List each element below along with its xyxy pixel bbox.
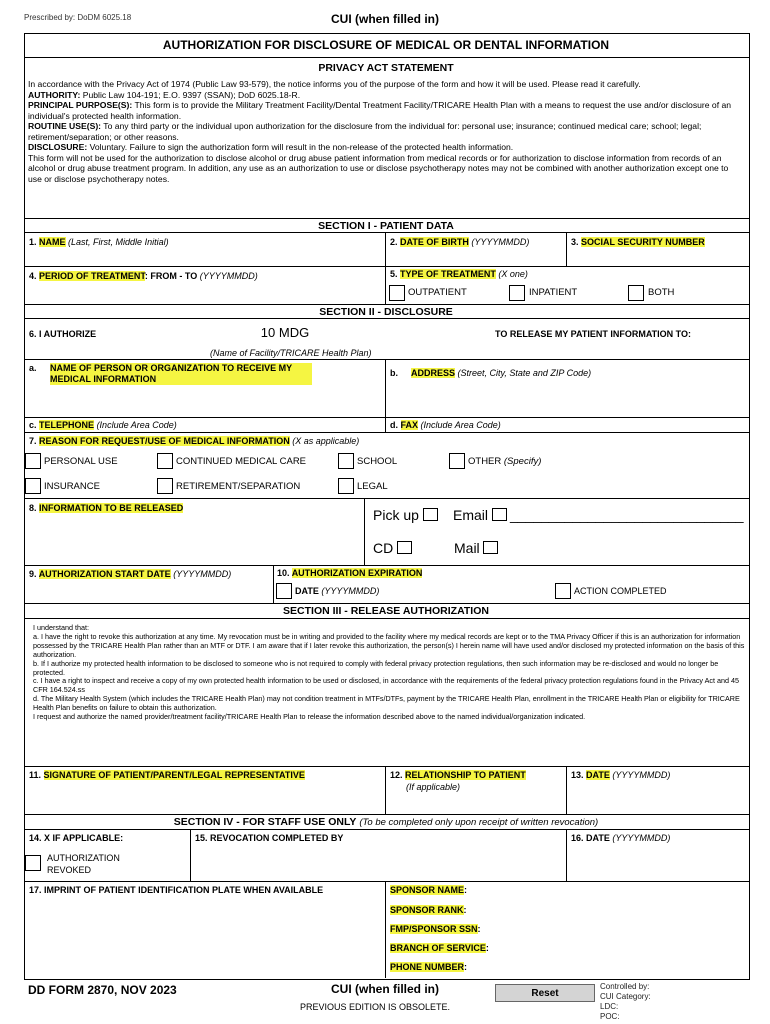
x-if-applicable-label: 14. X IF APPLICABLE: (29, 833, 124, 843)
sponsor-ssn-field[interactable]: FMP/SPONSOR SSN: (390, 924, 481, 934)
outpatient-checkbox[interactable] (389, 285, 405, 301)
branch-field[interactable]: BRANCH OF SERVICE: (390, 943, 489, 953)
email-checkbox[interactable] (492, 508, 507, 521)
inpatient-checkbox[interactable] (509, 285, 525, 301)
cui-designation: Controlled by: CUI Category: LDC: POC: (600, 982, 651, 1021)
privacy-intro: In accordance with the Privacy Act of 1974 (Public Law 93-579), the notice informs you of the purpose of the form and how it will be used. Please read it carefully. (28, 79, 641, 89)
info-released-label: 8. INFORMATION TO BE RELEASED (29, 503, 184, 513)
privacy-routine: ROUTINE USE(S): To any third party or the individual upon authorization for the disclosure from the individual for: personal use; insurance; continued medical care; school; legal; retirement/separation; or other reasons. (28, 121, 702, 142)
recipient-name-label[interactable]: NAME OF PERSON OR ORGANIZATION TO RECEIVE MY MEDICAL INFORMATION (50, 363, 312, 385)
school-label: SCHOOL (357, 456, 398, 467)
phone-field[interactable]: PHONE NUMBER: (390, 962, 468, 972)
exp-date-checkbox[interactable] (276, 583, 292, 599)
telephone-field[interactable]: c. TELEPHONE (Include Area Code) (29, 420, 177, 430)
continued-care-label: CONTINUED MEDICAL CARE (176, 456, 307, 467)
facility-value[interactable]: 10 MDG (260, 325, 310, 340)
ssn-field[interactable]: 3. SOCIAL SECURITY NUMBER (571, 237, 705, 247)
signature-date-field[interactable]: 13. DATE (YYYYMMDD) (571, 770, 671, 780)
revoked-checkbox[interactable] (25, 855, 41, 871)
facility-caption: (Name of Facility/TRICARE Health Plan) (210, 348, 372, 358)
inpatient-label: INPATIENT (529, 287, 578, 298)
form-title: AUTHORIZATION FOR DISCLOSURE OF MEDICAL OR DENTAL INFORMATION (162, 38, 610, 52)
privacy-closing: This form will not be used for the authorization to disclose alcohol or drug abuse patient information from medical records or for authorization to disclose information from records of an alcohol or drug abuse treatment program. In addition, any use as an authorization to use or disclose psychotherapy notes may not be combined with another authorization except one to use or disclose psychotherapy notes. (28, 152, 729, 184)
term-d: d. The Military Health System (which includes the TRICARE Health Plan) may not condition treatment in MTFs/DTFs, payment by the TRICARE Health Plan, enrollment in the TRICARE Health Plan or eligibility for TRICARE Health Plan benefits on failure to obtain this authorization. (33, 694, 740, 713)
cd-label: CD (373, 540, 394, 556)
relationship-field[interactable]: 12. RELATIONSHIP TO PATIENT (390, 770, 526, 780)
understand-text: I understand that: (33, 623, 89, 632)
imprint-label: 17. IMPRINT OF PATIENT IDENTIFICATION PLATE WHEN AVAILABLE (29, 885, 324, 895)
start-date-field[interactable]: 9. AUTHORIZATION START DATE (YYYYMMDD) (29, 569, 232, 579)
retirement-label: RETIREMENT/SEPARATION (176, 481, 301, 492)
privacy-disclosure: DISCLOSURE: Voluntary. Failure to sign the authorization form will result in the non-release of the protected health information. (28, 142, 514, 152)
other-checkbox[interactable] (449, 453, 465, 469)
insurance-label: INSURANCE (44, 481, 100, 492)
privacy-statement (28, 79, 744, 184)
reset-button[interactable]: Reset (495, 984, 595, 1002)
request-text: I request and authorize the named provider/treatment facility/TRICARE Health Plan to release the information described above to the named individual/organization indicated. (33, 712, 586, 722)
reason-label: 7. REASON FOR REQUEST/USE OF MEDICAL INFORMATION (X as applicable) (29, 436, 360, 446)
mail-checkbox[interactable] (483, 541, 498, 554)
section1-heading: SECTION I - PATIENT DATA (318, 220, 454, 232)
term-b: b. If I authorize my protected health information to be disclosed to someone who is not required to comply with federal privacy protection regulations, then such information may be re-disclosed and would no longer be protected. (33, 658, 719, 677)
term-c: c. I have a right to inspect and receive a copy of my own protected health information to be used or disclosed, in accordance with the requirements of the federal privacy protection regulations found in the Privacy Act and 45 CFR 164.524.ss (33, 676, 739, 695)
legal-checkbox[interactable] (338, 478, 354, 494)
insurance-checkbox[interactable] (25, 478, 41, 494)
relationship-hint: (If applicable) (406, 782, 461, 792)
outpatient-label: OUTPATIENT (408, 287, 467, 298)
section4-heading: SECTION IV - FOR STAFF USE ONLY (To be completed only upon receipt of written revocation) (173, 816, 599, 828)
revocation-completed-field[interactable]: 15. REVOCATION COMPLETED BY (195, 833, 344, 843)
mail-label: Mail (454, 540, 480, 556)
both-checkbox[interactable] (628, 285, 644, 301)
pickup-label: Pick up (373, 507, 419, 523)
form-id: DD FORM 2870, NOV 2023 (28, 983, 177, 997)
cui-top: CUI (when filled in) (331, 12, 439, 26)
action-completed-checkbox[interactable] (555, 583, 571, 599)
cd-checkbox[interactable] (397, 541, 412, 554)
fax-field[interactable]: d. FAX (Include Area Code) (390, 420, 501, 430)
personal-use-checkbox[interactable] (25, 453, 41, 469)
pickup-checkbox[interactable] (423, 508, 438, 521)
section3-heading: SECTION III - RELEASE AUTHORIZATION (283, 605, 489, 617)
b-letter: b. (390, 368, 398, 378)
personal-use-label: PERSONAL USE (44, 456, 118, 467)
email-line[interactable]: ______________________________ (510, 507, 744, 523)
period-field[interactable]: 4. PERIOD OF TREATMENT: FROM - TO (YYYYMMDD) (29, 271, 258, 281)
exp-date-label: DATE (YYYYMMDD) (295, 586, 380, 596)
prescribed-by: Prescribed by: DoDM 6025.18 (24, 13, 132, 22)
name-field[interactable]: 1. NAME (Last, First, Middle Initial) (29, 237, 169, 247)
signature-field[interactable]: 11. SIGNATURE OF PATIENT/PARENT/LEGAL REPRESENTATIVE (29, 770, 305, 780)
retirement-checkbox[interactable] (157, 478, 173, 494)
term-a: a. I have the right to revoke this authorization at any time. My revocation must be in writing and provided to the facility where my medical records are kept or to the TMA Privacy Officer if this is an authorization for information possessed by the TRICARE Health Plan rather than an MTF or DTF. I am aware that if I later revoke this authorization, the person(s) I herein name will have used and/or disclosed my protected information on the basis of this authorization. (33, 631, 745, 659)
authorize-label: 6. I AUTHORIZE (29, 329, 97, 339)
revoked-label: AUTHORIZATION REVOKED (47, 853, 120, 875)
a-letter: a. (29, 363, 37, 373)
release-terms (33, 624, 745, 722)
privacy-heading: PRIVACY ACT STATEMENT (318, 62, 454, 74)
sponsor-rank-field[interactable]: SPONSOR RANK: (390, 905, 467, 915)
section2-heading: SECTION II - DISCLOSURE (319, 306, 453, 318)
revocation-date-field[interactable]: 16. DATE (YYYYMMDD) (571, 833, 671, 843)
both-label: BOTH (648, 287, 675, 298)
continued-care-checkbox[interactable] (157, 453, 173, 469)
obsolete-note: PREVIOUS EDITION IS OBSOLETE. (300, 1002, 451, 1012)
address-field[interactable]: ADDRESS (Street, City, State and ZIP Code) (411, 368, 592, 378)
other-label: OTHER (Specify) (468, 456, 542, 467)
cui-bottom: CUI (when filled in) (331, 982, 439, 996)
legal-label: LEGAL (357, 481, 388, 492)
sponsor-name-field[interactable]: SPONSOR NAME: (390, 885, 468, 895)
expiration-label: 10. AUTHORIZATION EXPIRATION (277, 568, 423, 578)
privacy-purpose: PRINCIPAL PURPOSE(S): This form is to provide the Military Treatment Facility/Dental Treatment Facility/TRICARE Health Plan with a means to request the use and/or disclosure of an individual's protected health information. (28, 100, 732, 121)
treatment-type-label: 5. TYPE OF TREATMENT (X one) (390, 269, 528, 279)
action-completed-label: ACTION COMPLETED (574, 586, 667, 596)
school-checkbox[interactable] (338, 453, 354, 469)
release-to-label: TO RELEASE MY PATIENT INFORMATION TO: (495, 329, 692, 339)
privacy-authority: AUTHORITY: Public Law 104-191; E.O. 9397 (SSAN); DoD 6025.18-R. (28, 89, 301, 100)
dob-field[interactable]: 2. DATE OF BIRTH (YYYYMMDD) (390, 237, 530, 247)
email-label: Email (453, 507, 489, 523)
